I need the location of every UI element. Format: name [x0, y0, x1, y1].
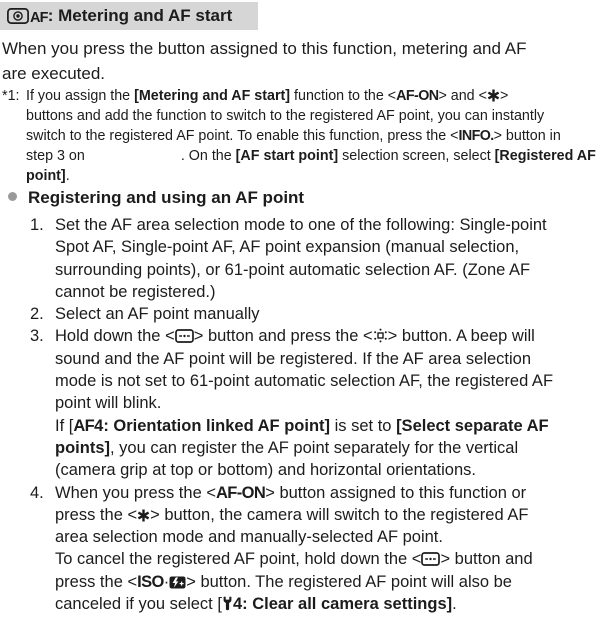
- step-line: points], you can register the AF point separately for the vertical: [55, 438, 519, 457]
- ae-lock-star-icon: [137, 504, 150, 526]
- page-title: : Metering and AF start: [47, 6, 233, 25]
- footnote-line: step 3 on . On the [AF start point] selection screen, select [Registered AF: [26, 148, 596, 164]
- step-line: Hold down the < > button and press the < > button. A beep will: [55, 325, 553, 347]
- section-heading-label: Registering and using an AF point: [28, 188, 305, 207]
- step-line: When you press the <AF-ON> button assigned to this function or: [55, 483, 527, 502]
- step-line: canceled if you select [ 4: Clear all camera settings].: [55, 593, 553, 615]
- intro-paragraph: [2, 36, 526, 86]
- intro-line: are executed.: [2, 64, 106, 83]
- menu-tab-label: AF: [73, 416, 95, 435]
- ae-lock-star-icon: [487, 86, 500, 106]
- step-number: 1.: [30, 216, 44, 234]
- step-line: Set the AF area selection mode to one of the following: Single-point: [55, 216, 547, 234]
- numbered-steps: [0, 214, 553, 615]
- camera-button-label: AF-ON: [396, 88, 439, 104]
- metering-af-start-icon: [7, 8, 29, 24]
- step-3: [0, 325, 553, 481]
- step-4: [0, 482, 553, 616]
- step-line: Spot AF, Single-point AF, AF point expansion (manual selection,: [55, 238, 520, 257]
- flash-comp-icon: [169, 571, 186, 593]
- step-line: sound and the AF point will be registered. If the AF area selection: [55, 349, 532, 368]
- footnote-1: [0, 86, 596, 186]
- wrench-icon: [222, 593, 233, 615]
- section-header: [0, 2, 258, 30]
- footnote-marker: *1:: [2, 88, 20, 104]
- bullet-icon: [8, 192, 17, 201]
- step-1: [0, 214, 553, 303]
- step-line: surrounding points), or 61-point automatic selection AF. (Zone AF: [55, 260, 531, 279]
- step-line: mode is not set to 61-point automatic selection AF, the registered AF: [55, 372, 554, 391]
- footnote-line: buttons and add the function to switch to the registered AF point, you can instantly: [26, 108, 545, 124]
- step-line: To cancel the registered AF point, hold down the < > button and: [55, 548, 553, 570]
- header-af-label: AF: [30, 10, 48, 26]
- step-line: (camera grip at top or bottom) and horizontal orientations.: [55, 461, 476, 480]
- lamp-icon: [373, 325, 388, 347]
- camera-button-label: INFO.: [458, 128, 494, 144]
- step-line: press the <ISO· > button. The registered AF point will also be: [55, 571, 553, 593]
- step-line: press the < > button, the camera will switch to the registered AF: [55, 504, 553, 526]
- step-line: area selection mode and manually-selected AF point.: [55, 528, 443, 547]
- camera-button-label: AF-ON: [215, 483, 266, 502]
- step-line: cannot be registered.): [55, 282, 216, 301]
- footnote-line: point].: [26, 168, 70, 184]
- step-line: If [AF4: Orientation linked AF point] is set to [Select separate AF: [55, 416, 549, 435]
- camera-button-label: ISO: [137, 572, 164, 591]
- step-line: point will blink.: [55, 394, 162, 413]
- step-number: 3.: [30, 327, 44, 346]
- footnote-line: switch to the registered AF point. To enable this function, press the <INFO.> button in: [26, 128, 561, 144]
- step-line: Select an AF point manually: [55, 305, 260, 324]
- step-number: 2.: [30, 305, 44, 324]
- af-point-select-icon: [421, 548, 440, 570]
- section-heading: [8, 188, 304, 208]
- step-number: 4.: [30, 483, 44, 502]
- step-2: [0, 303, 553, 325]
- footnote-line: If you assign the [Metering and AF start] function to the <AF-ON> and < >: [26, 88, 509, 104]
- intro-line: When you press the button assigned to this function, metering and AF: [2, 39, 527, 58]
- af-point-select-icon: [175, 325, 194, 347]
